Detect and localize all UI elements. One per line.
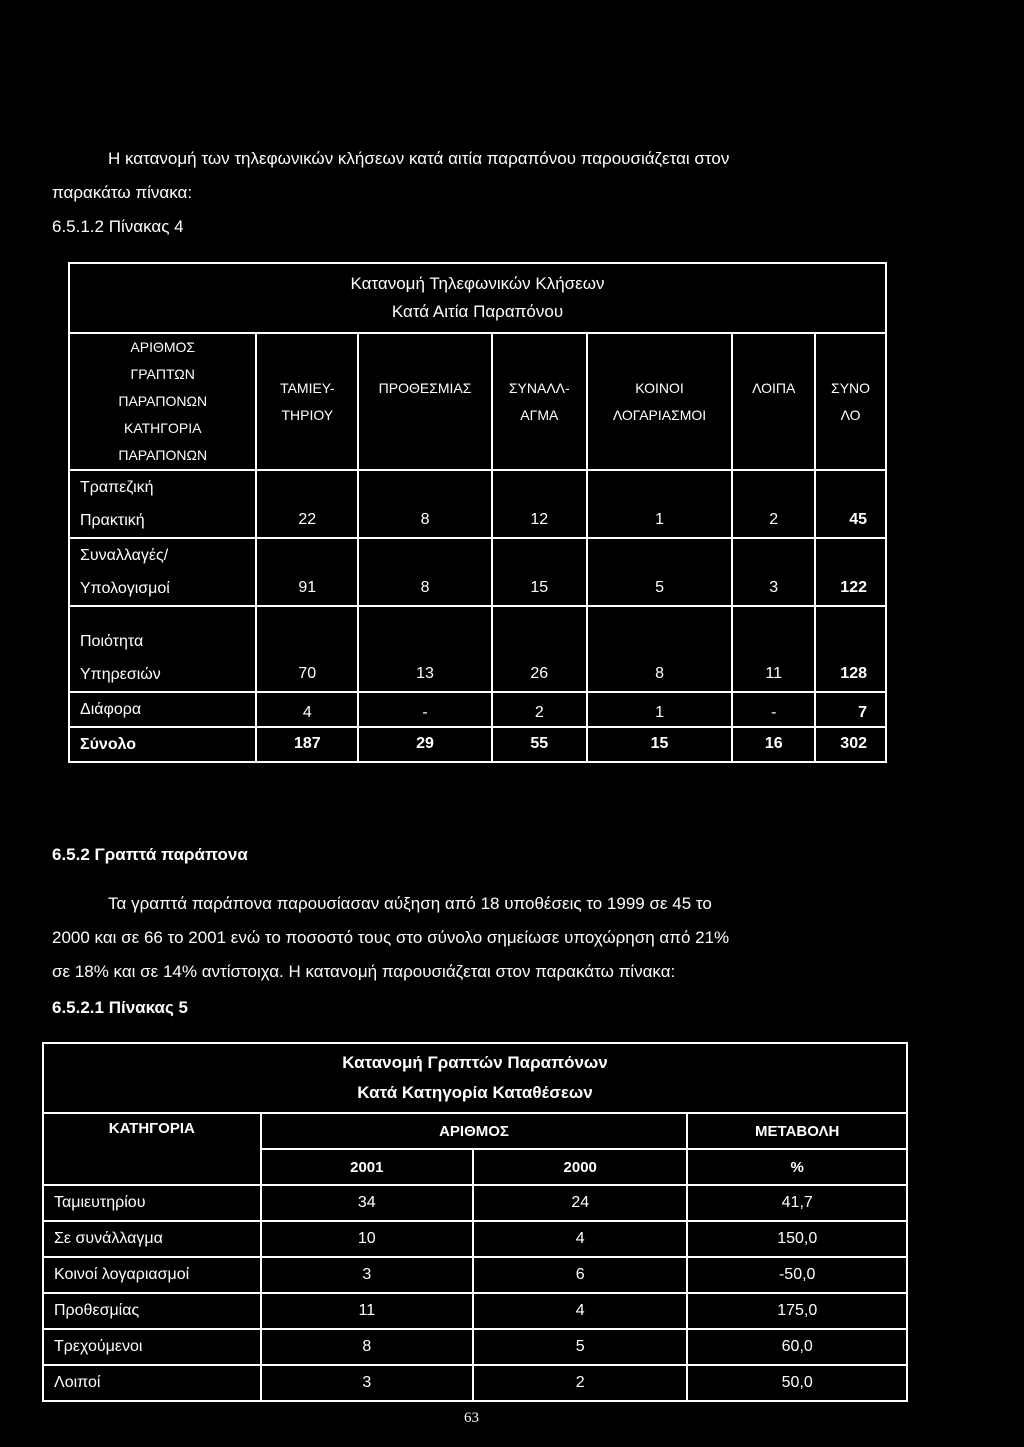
cell-total: 7: [815, 692, 886, 727]
row-label: Κοινοί λογαριασμοί: [43, 1257, 261, 1293]
cell: 4: [473, 1293, 687, 1329]
table-5: [42, 1042, 908, 1402]
row-label: Ποιότητα Υπηρεσιών: [69, 606, 256, 692]
cell: 2: [473, 1365, 687, 1401]
table4-header-category: ΑΡΙΘΜΟΣ ΓΡΑΠΤΩΝ ΠΑΡΑΠΟΝΩΝ ΚΑΤΗΓΟΡΙΑ ΠΑΡΑΠΟΝΩΝ: [69, 333, 256, 470]
cell: 2: [732, 470, 815, 538]
cell: -: [732, 692, 815, 727]
table-row: [43, 1257, 907, 1293]
table4-caption: [69, 263, 886, 333]
cell: 12: [492, 470, 587, 538]
table4-header-col: ΚΟΙΝΟΙ ΛΟΓΑΡΙΑΣΜΟΙ: [587, 333, 733, 470]
table-4: [68, 262, 887, 763]
cell: -: [358, 692, 492, 727]
row-label: Λοιποί: [43, 1365, 261, 1401]
row-label: Διάφορα: [69, 692, 256, 727]
table-row: [69, 470, 886, 538]
row-label: Ταμιευτηρίου: [43, 1185, 261, 1221]
table-row: [69, 606, 886, 692]
table5-label: 6.5.2.1 Πίνακας 5: [52, 998, 188, 1017]
table-row: [43, 1221, 907, 1257]
cell: 13: [358, 606, 492, 692]
table-row: [43, 1185, 907, 1221]
cell: 8: [261, 1329, 473, 1365]
paragraph-line-2: 2000 και σε 66 το 2001 ενώ το ποσοστό τους στο σύνολο σημείωσε υποχώρηση από 21%: [52, 928, 730, 947]
cell: 8: [587, 606, 733, 692]
cell: 70: [256, 606, 358, 692]
cell: 4: [473, 1221, 687, 1257]
table5-header-year-2000: 2000: [473, 1149, 687, 1185]
table4-header-col: ΠΡΟΘΕΣΜΙΑΣ: [358, 333, 492, 470]
intro-line-2: παρακάτω πίνακα:: [52, 183, 193, 202]
row-label: Συναλλαγές/ Υπολογισμοί: [69, 538, 256, 606]
cell: 91: [256, 538, 358, 606]
table4-label: 6.5.1.2 Πίνακας 4: [52, 217, 184, 236]
cell: 41,7: [687, 1185, 907, 1221]
cell: 24: [473, 1185, 687, 1221]
cell: 150,0: [687, 1221, 907, 1257]
cell: 3: [732, 538, 815, 606]
cell: 34: [261, 1185, 473, 1221]
table-row: [43, 1329, 907, 1365]
row-label: Προθεσμίας: [43, 1293, 261, 1329]
page-number: 63: [464, 1410, 479, 1426]
row-label: Σύνολο: [69, 727, 256, 762]
cell: 6: [473, 1257, 687, 1293]
cell: 175,0: [687, 1293, 907, 1329]
table4-header-col: ΛΟΙΠΑ: [732, 333, 815, 470]
cell: 50,0: [687, 1365, 907, 1401]
table-row-total: [69, 727, 886, 762]
table4-header-col: ΤΑΜΙΕΥ- ΤΗΡΙΟΥ: [256, 333, 358, 470]
table5-header-change: ΜΕΤΑΒΟΛΗ: [687, 1113, 907, 1149]
cell: 55: [492, 727, 587, 762]
cell: 22: [256, 470, 358, 538]
cell: 26: [492, 606, 587, 692]
section-heading: 6.5.2 Γραπτά παράπονα: [52, 845, 248, 864]
row-label: Τρεχούμενοι: [43, 1329, 261, 1365]
cell: 4: [256, 692, 358, 727]
paragraph-line-3: σε 18% και σε 14% αντίστοιχα. Η κατανομή παρουσιάζεται στον παρακάτω πίνακα:: [52, 962, 676, 981]
cell: 8: [358, 538, 492, 606]
table5-title-2: Κατά Κατηγορία Καταθέσεων: [357, 1083, 593, 1102]
cell-total: 128: [815, 606, 886, 692]
cell: 11: [261, 1293, 473, 1329]
cell-total: 302: [815, 727, 886, 762]
cell: 10: [261, 1221, 473, 1257]
cell: 1: [587, 692, 733, 727]
cell: -50,0: [687, 1257, 907, 1293]
row-label: Σε συνάλλαγμα: [43, 1221, 261, 1257]
cell: 60,0: [687, 1329, 907, 1365]
cell: 8: [358, 470, 492, 538]
cell: 16: [732, 727, 815, 762]
table5-title-1: Κατανομή Γραπτών Παραπόνων: [342, 1053, 608, 1072]
cell: 2: [492, 692, 587, 727]
paragraph-line-1: Τα γραπτά παράπονα παρουσίασαν αύξηση από 18 υποθέσεις το 1999 σε 45 το: [108, 894, 712, 913]
intro-line-1: Η κατανομή των τηλεφωνικών κλήσεων κατά αιτία παραπόνου παρουσιάζεται στον: [108, 149, 730, 168]
cell: 29: [358, 727, 492, 762]
cell: 5: [587, 538, 733, 606]
cell: 3: [261, 1365, 473, 1401]
cell: 15: [587, 727, 733, 762]
cell: 15: [492, 538, 587, 606]
table5-header-category: ΚΑΤΗΓΟΡΙΑ: [43, 1113, 261, 1185]
table4-title-2: Κατά Αιτία Παραπόνου: [391, 302, 564, 321]
table5-header-year-2001: 2001: [261, 1149, 473, 1185]
cell-total: 122: [815, 538, 886, 606]
cell-total: 45: [815, 470, 886, 538]
cell: 11: [732, 606, 815, 692]
row-label: Τραπεζική Πρακτική: [69, 470, 256, 538]
table-row: [69, 692, 886, 727]
cell: 5: [473, 1329, 687, 1365]
table5-caption: [43, 1043, 907, 1113]
table-row: [43, 1293, 907, 1329]
table-row: [43, 1365, 907, 1401]
cell: 3: [261, 1257, 473, 1293]
table5-header-number: ΑΡΙΘΜΟΣ: [261, 1113, 688, 1149]
table4-header-col: ΣΥΝΑΛΛ- ΑΓΜΑ: [492, 333, 587, 470]
table4-header-col: ΣΥΝΟ ΛΟ: [815, 333, 886, 470]
cell: 187: [256, 727, 358, 762]
cell: 1: [587, 470, 733, 538]
table-row: [69, 538, 886, 606]
table4-title-1: Κατανομή Τηλεφωνικών Κλήσεων: [350, 274, 605, 293]
table5-header-percent: %: [687, 1149, 907, 1185]
